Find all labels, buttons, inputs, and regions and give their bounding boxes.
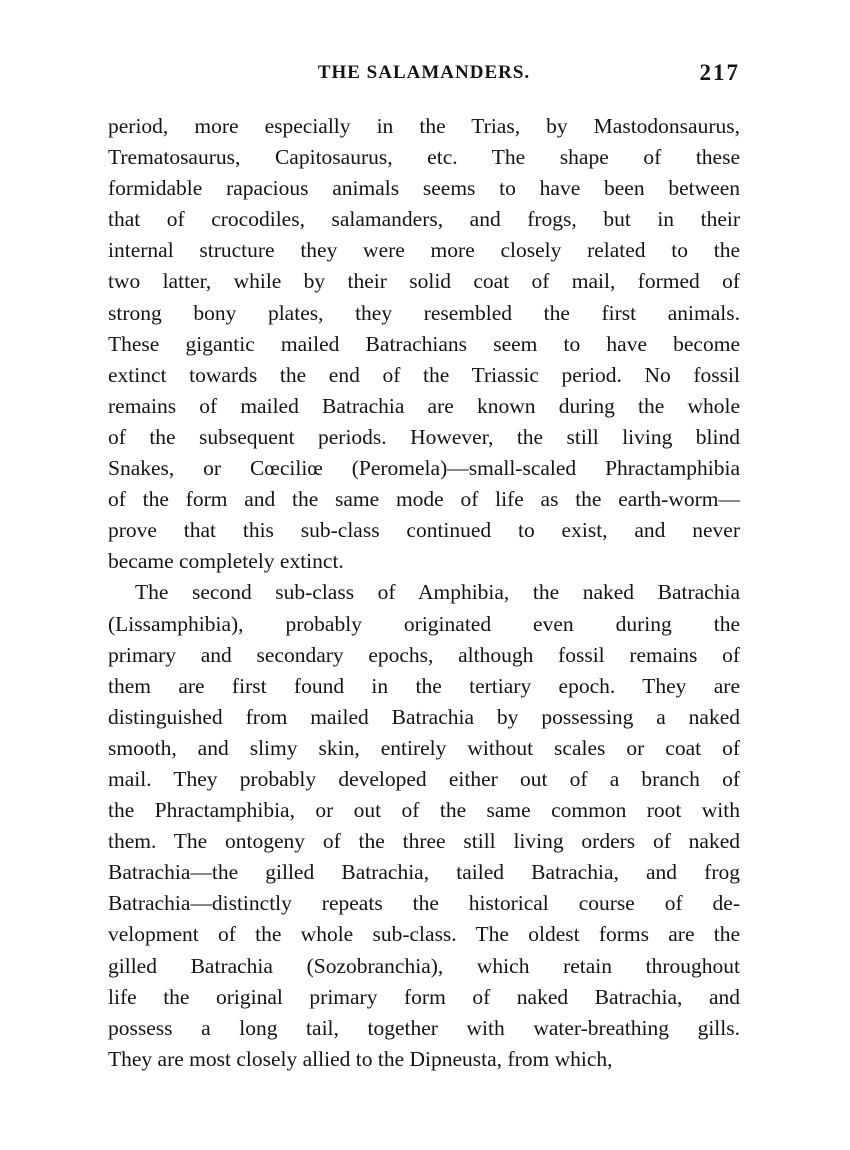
text-line: remains of mailed Batrachia are known during the whole (108, 393, 740, 418)
text-line: They are most closely allied to the Dipneusta, from which, (108, 1046, 613, 1071)
body-text (108, 111, 740, 1075)
text-line: Snakes, or Cœciliœ (Peromela)—small-scaled Phractamphibia (108, 456, 740, 481)
text-line: period, more especially in the Trias, by Mastodonsaurus, (108, 114, 740, 138)
text-line: possess a long tail, together with water-breathing gills. (108, 1015, 740, 1040)
text-line: gilled Batrachia (Sozobranchia), which retain throughout (108, 953, 740, 978)
running-title: THE SALAMANDERS. (317, 62, 531, 83)
text-line: Batrachia—distinctly repeats the historical course of de- (108, 891, 740, 916)
text-line: that of crocodiles, salamanders, and frogs, but in their (108, 207, 740, 232)
text-line: them are first found in the tertiary epoch. They are (108, 673, 740, 698)
text-line: Trematosaurus, Capitosaurus, etc. The shape of these (108, 145, 740, 170)
text-line: internal structure they were more closely related to the (108, 238, 740, 263)
text-line: of the form and the same mode of life as the earth-worm— (108, 487, 740, 512)
text-line: mail. They probably developed either out of a branch of (108, 766, 740, 791)
text-line: life the original primary form of naked Batrachia, and (108, 984, 740, 1009)
text-line: velopment of the whole sub-class. The oldest forms are the (108, 922, 740, 947)
text-line: prove that this sub-class continued to exist, and never (108, 518, 740, 543)
text-line: extinct towards the end of the Triassic period. No fossil (108, 362, 740, 387)
text-line: smooth, and slimy skin, entirely without scales or coat of (108, 735, 740, 760)
text-line: (Lissamphibia), probably originated even during the (108, 611, 740, 636)
text-line: them. The ontogeny of the three still living orders of naked (108, 829, 740, 854)
text-line: formidable rapacious animals seems to have been between (108, 176, 740, 201)
text-line: primary and secondary epochs, although fossil remains of (108, 642, 740, 667)
text-line: Batrachia—the gilled Batrachia, tailed Batrachia, and frog (108, 860, 740, 885)
text-line: distinguished from mailed Batrachia by possessing a naked (108, 704, 740, 729)
paragraph-1 (108, 111, 740, 577)
text-line: two latter, while by their solid coat of mail, formed of (108, 269, 740, 294)
page-number: 217 (699, 60, 740, 85)
text-line: of the subsequent periods. However, the still living blind (108, 424, 740, 449)
text-line: the Phractamphibia, or out of the same common root with (108, 798, 740, 823)
page-header (108, 56, 740, 90)
text-line: These gigantic mailed Batrachians seem to have become (108, 331, 740, 356)
text-line: became completely extinct. (108, 549, 344, 574)
text-line: strong bony plates, they resembled the first animals. (108, 300, 740, 325)
text-line: The second sub-class of Amphibia, the naked Batrachia (135, 580, 740, 605)
paragraph-2 (108, 577, 740, 1075)
